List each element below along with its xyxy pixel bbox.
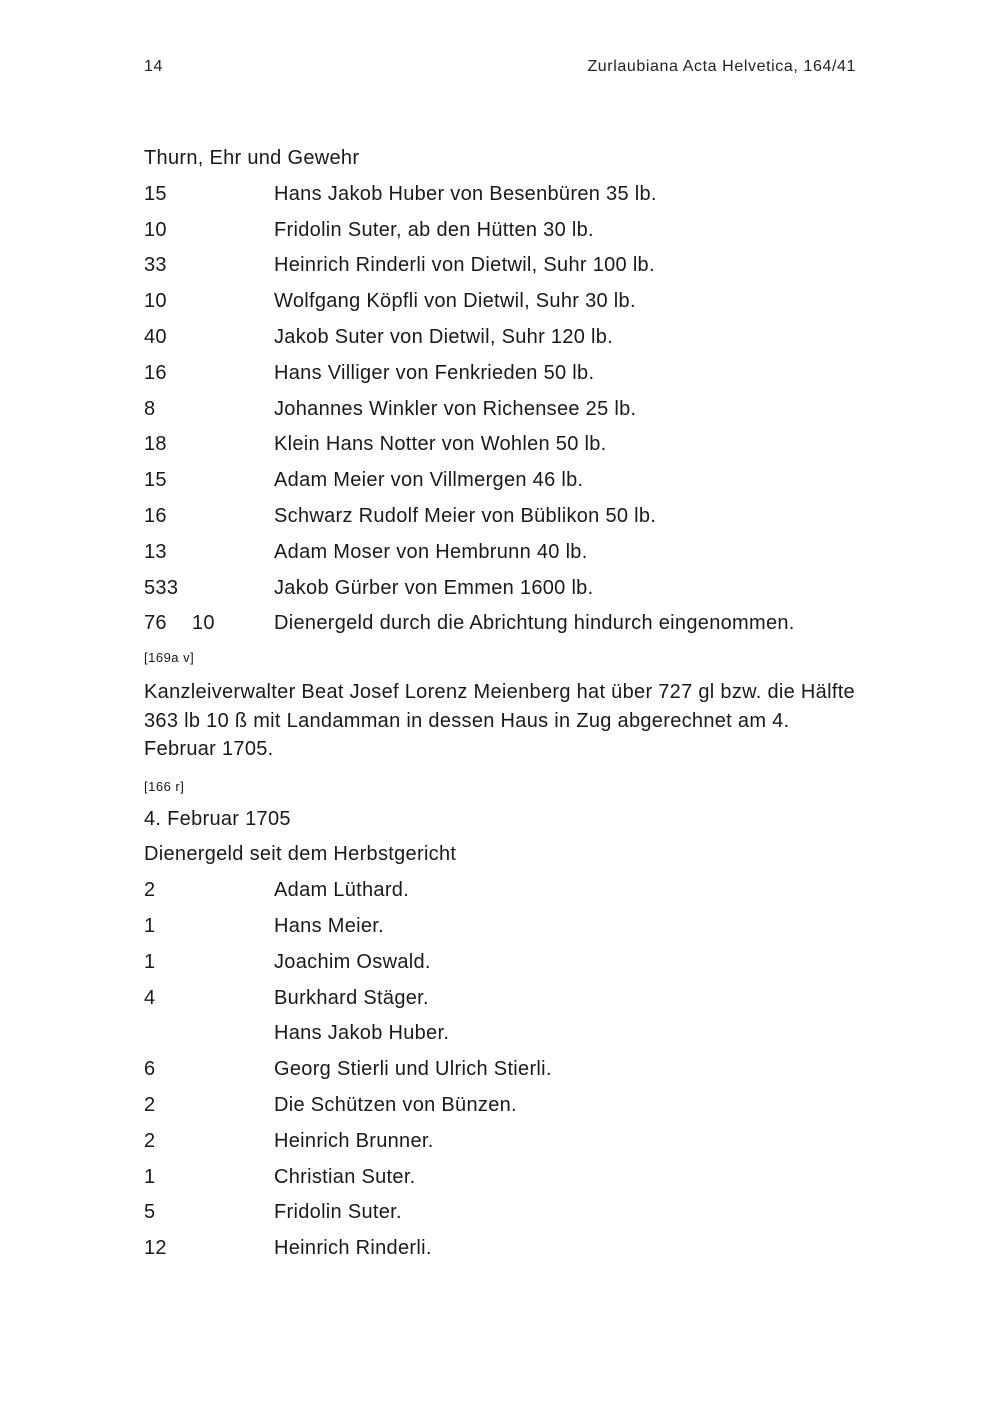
entry-text: Jakob Gürber von Emmen 1600 lb. bbox=[274, 576, 594, 599]
paragraph: Kanzleiverwalter Beat Josef Lorenz Meienberg hat über 727 gl bzw. die Hälfte 363 lb 10 ß mit Landamman in dessen Haus in Zug abgerechnet am 4. Februar 1705. bbox=[144, 681, 855, 761]
list-item bbox=[144, 611, 864, 647]
amount: 10 bbox=[144, 218, 167, 241]
list-item bbox=[144, 1129, 864, 1165]
entry-text: Klein Hans Notter von Wohlen 50 lb. bbox=[274, 433, 607, 456]
entry-text: Hans Meier. bbox=[274, 915, 385, 938]
entry-text: Heinrich Rinderli. bbox=[274, 1237, 432, 1260]
entry-text: Hans Jakob Huber. bbox=[274, 1022, 450, 1045]
section2-heading: Dienergeld seit dem Herbstgericht bbox=[144, 843, 457, 866]
entry-text: Burkhard Stäger. bbox=[274, 986, 429, 1009]
amount: 2 bbox=[144, 879, 156, 902]
entry-text: Adam Lüthard. bbox=[274, 879, 410, 902]
list-item bbox=[144, 914, 864, 950]
entry-text: Fridolin Suter, ab den Hütten 30 lb. bbox=[274, 218, 594, 241]
amount: 5 bbox=[144, 1201, 156, 1224]
folio-reference: [169a v] bbox=[144, 650, 195, 666]
list-item bbox=[144, 878, 864, 914]
amount: 40 bbox=[144, 325, 167, 348]
entry-text: Wolfgang Köpfli von Dietwil, Suhr 30 lb. bbox=[274, 290, 636, 313]
section1-list bbox=[144, 182, 864, 647]
list-item bbox=[144, 468, 864, 504]
entry-text: Hans Villiger von Fenkrieden 50 lb. bbox=[274, 361, 595, 384]
entry-text: Fridolin Suter. bbox=[274, 1201, 402, 1224]
entry-text: Heinrich Brunner. bbox=[274, 1129, 434, 1152]
entry-text: Joachim Oswald. bbox=[274, 950, 431, 973]
entry-text: Johannes Winkler von Richensee 25 lb. bbox=[274, 397, 637, 420]
amount: 533 bbox=[144, 576, 179, 599]
list-item bbox=[144, 1165, 864, 1201]
list-item bbox=[144, 361, 864, 397]
running-title: Zurlaubiana Acta Helvetica, 164/41 bbox=[587, 58, 856, 75]
list-item bbox=[144, 1093, 864, 1129]
entry-text: Die Schützen von Bünzen. bbox=[274, 1094, 517, 1117]
entry-text: Georg Stierli und Ulrich Stierli. bbox=[274, 1058, 552, 1081]
amount: 33 bbox=[144, 254, 167, 277]
entry-text: Dienergeld durch die Abrichtung hindurch eingenommen. bbox=[274, 612, 795, 635]
amount: 12 bbox=[144, 1237, 167, 1260]
entry-text: Jakob Suter von Dietwil, Suhr 120 lb. bbox=[274, 325, 614, 348]
amount: 15 bbox=[144, 182, 167, 205]
list-item bbox=[144, 182, 864, 218]
list-item bbox=[144, 1236, 864, 1272]
section1-heading: Thurn, Ehr und Gewehr bbox=[144, 147, 360, 169]
amount: 13 bbox=[144, 540, 167, 563]
list-item bbox=[144, 504, 864, 540]
list-item bbox=[144, 950, 864, 986]
amount: 6 bbox=[144, 1058, 156, 1081]
list-item bbox=[144, 253, 864, 289]
list-item bbox=[144, 289, 864, 325]
list-item bbox=[144, 218, 864, 254]
list-item bbox=[144, 540, 864, 576]
entry-text: Schwarz Rudolf Meier von Büblikon 50 lb. bbox=[274, 504, 657, 527]
list-item bbox=[144, 397, 864, 433]
amount: 2 bbox=[144, 1129, 156, 1152]
amount: 15 bbox=[144, 469, 167, 492]
amount: 1 bbox=[144, 1165, 156, 1188]
list-item bbox=[144, 1057, 864, 1093]
list-item bbox=[144, 986, 864, 1022]
amount: 1 bbox=[144, 915, 156, 938]
amount: 76 bbox=[144, 612, 167, 635]
amount: 18 bbox=[144, 433, 167, 456]
amount-secondary: 10 bbox=[192, 612, 215, 635]
amount: 16 bbox=[144, 361, 167, 384]
folio-reference: [166 r] bbox=[144, 778, 185, 794]
amount: 2 bbox=[144, 1094, 156, 1117]
entry-text: Adam Moser von Hembrunn 40 lb. bbox=[274, 540, 588, 563]
section2-list bbox=[144, 878, 864, 1272]
entry-text: Heinrich Rinderli von Dietwil, Suhr 100 lb. bbox=[274, 254, 655, 277]
amount: 10 bbox=[144, 290, 167, 313]
list-item bbox=[144, 1021, 864, 1057]
entry-text: Christian Suter. bbox=[274, 1165, 416, 1188]
entry-text: Adam Meier von Villmergen 46 lb. bbox=[274, 469, 584, 492]
entry-text: Hans Jakob Huber von Besenbüren 35 lb. bbox=[274, 182, 657, 205]
amount: 1 bbox=[144, 950, 156, 973]
list-item bbox=[144, 1200, 864, 1236]
list-item bbox=[144, 325, 864, 361]
amount: 4 bbox=[144, 986, 156, 1009]
section2-date: 4. Februar 1705 bbox=[144, 807, 291, 830]
amount: 16 bbox=[144, 504, 167, 527]
list-item bbox=[144, 432, 864, 468]
amount: 8 bbox=[144, 397, 156, 420]
document-body bbox=[144, 146, 864, 1272]
list-item bbox=[144, 576, 864, 612]
page-number: 14 bbox=[144, 58, 163, 75]
